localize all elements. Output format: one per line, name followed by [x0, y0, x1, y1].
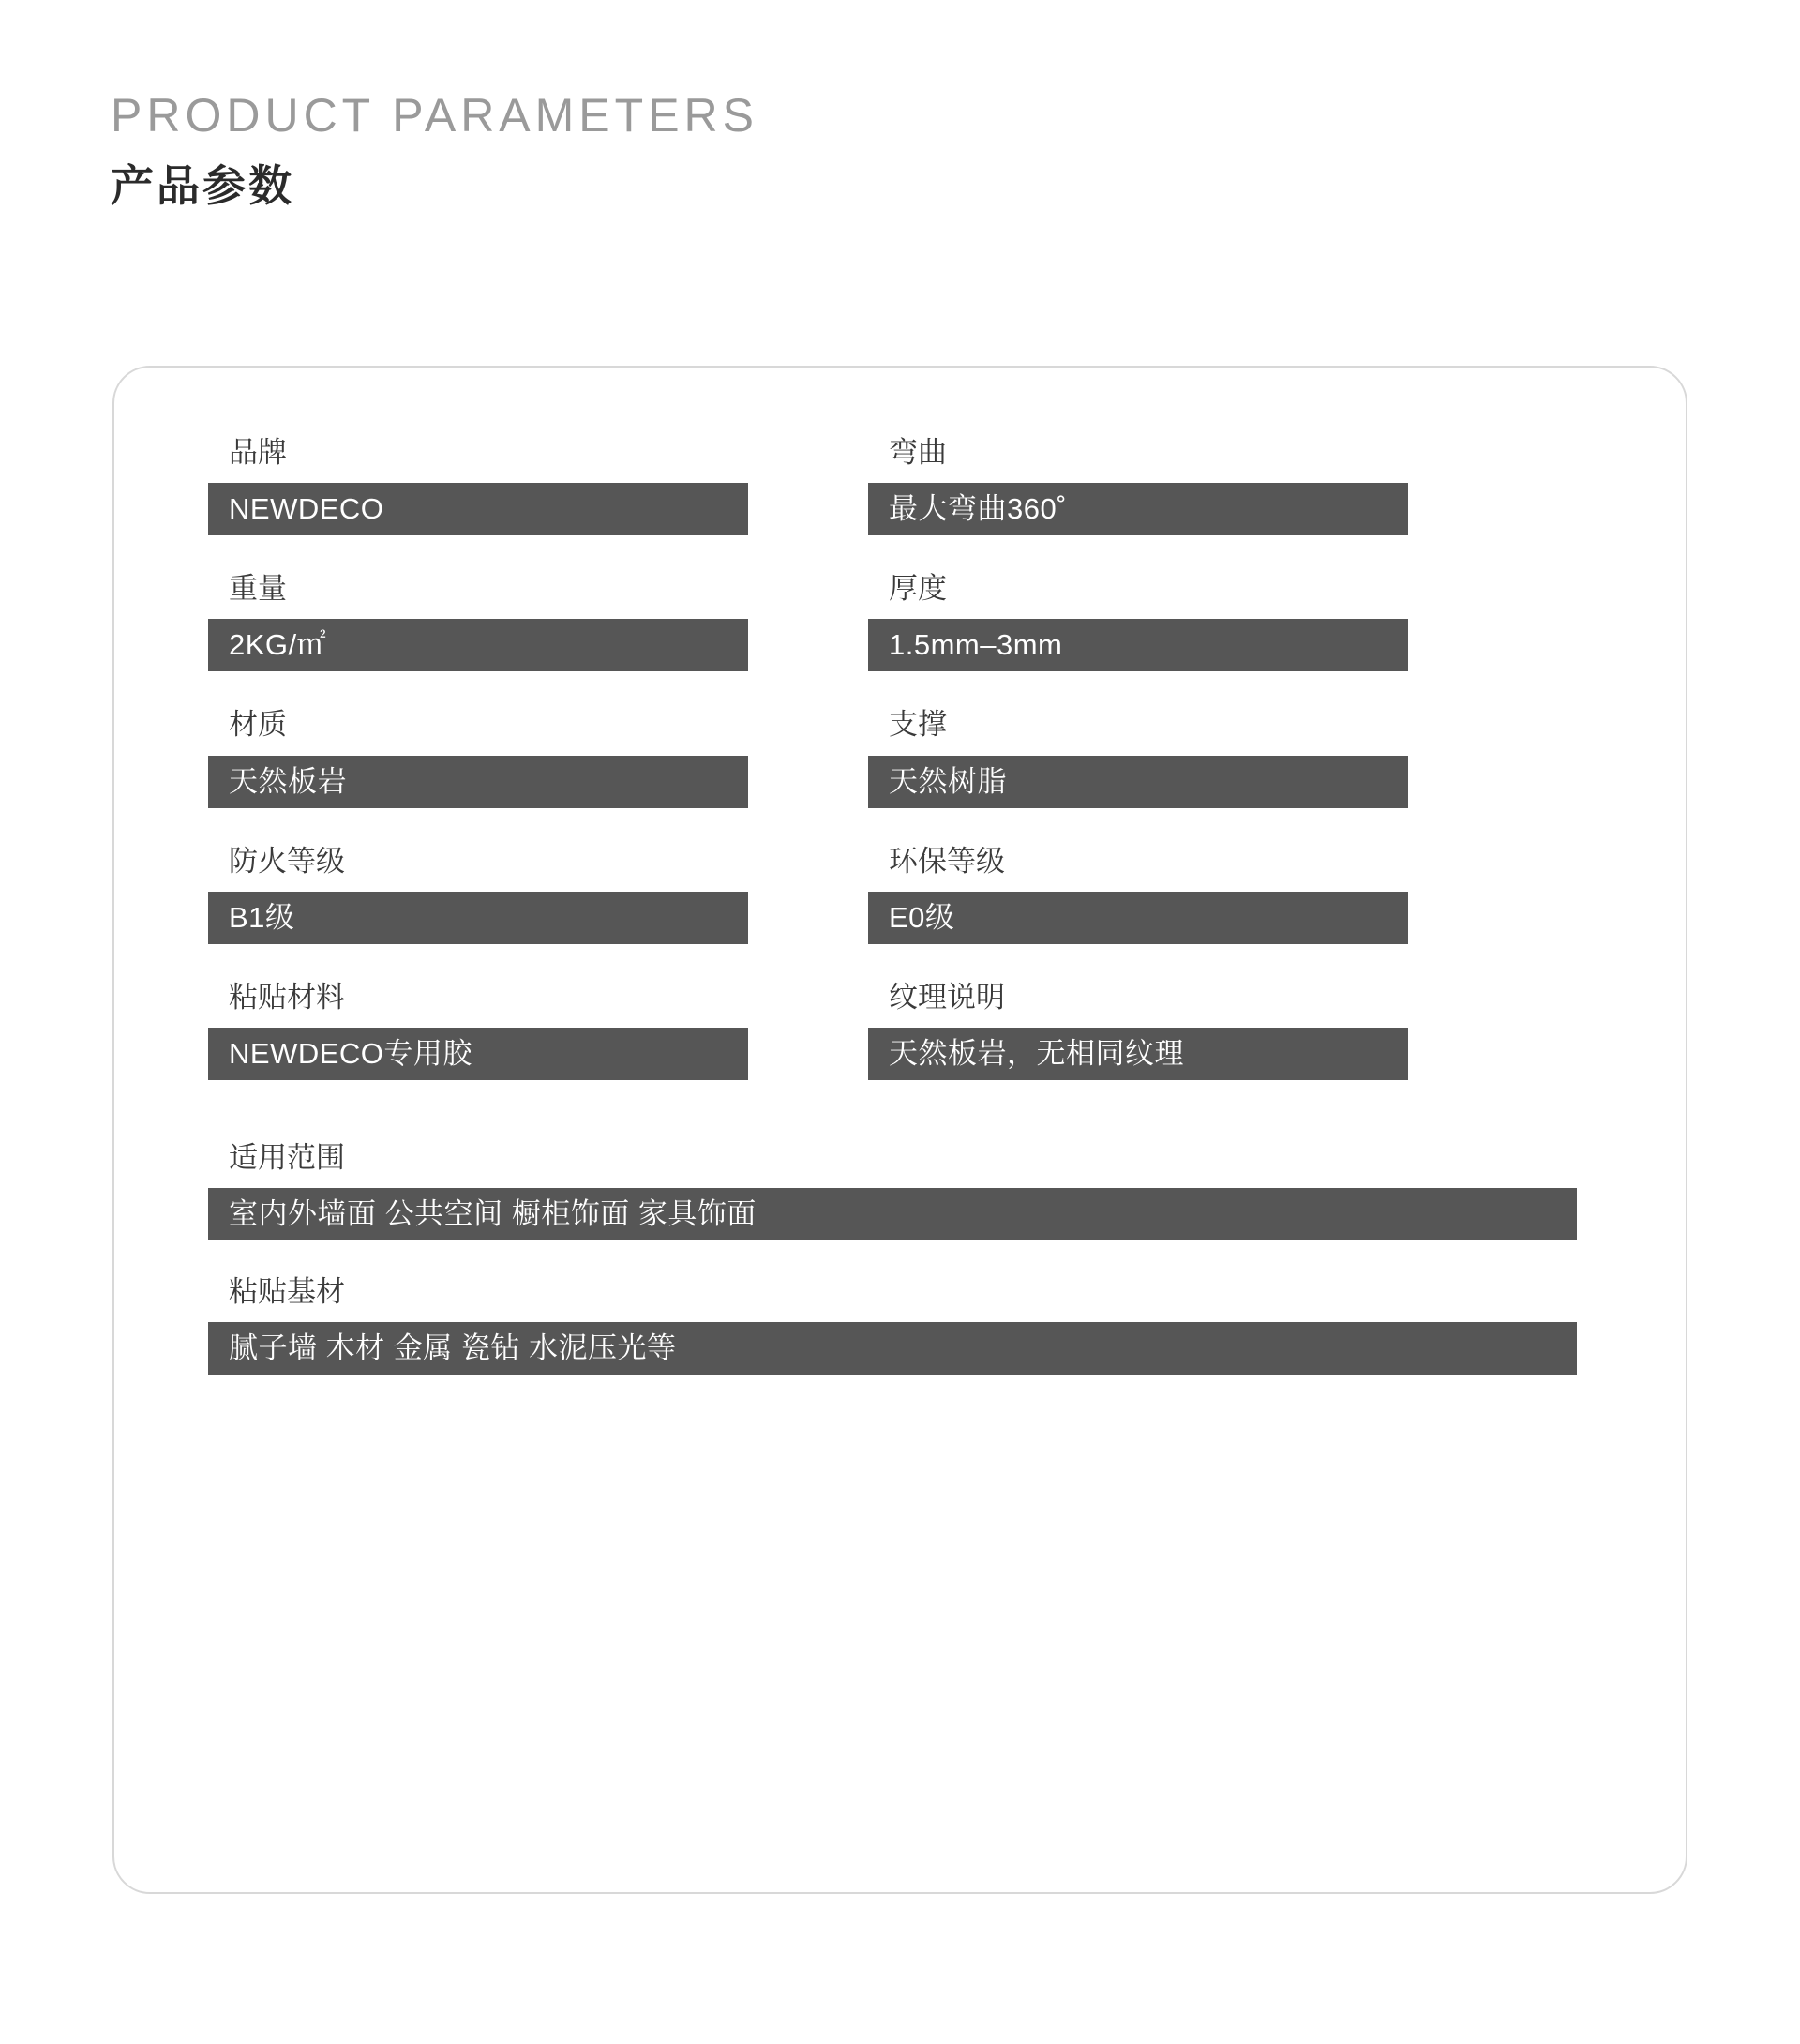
- parameter-label: 粘贴基材: [229, 1275, 345, 1309]
- parameter-value: 室内外墙面 公共空间 橱柜饰面 家具饰面: [208, 1188, 1577, 1240]
- parameter-field-fire-rating: [208, 844, 748, 944]
- parameter-value: 1.5mm–3mm: [868, 619, 1408, 671]
- parameter-field-application-scope: [208, 1140, 1577, 1240]
- parameter-label: 支撑: [889, 708, 947, 742]
- parameter-value: 天然板岩，无相同纹理: [868, 1028, 1408, 1080]
- parameters-grid: [208, 435, 1577, 1408]
- parameter-label: 防火等级: [229, 844, 345, 878]
- parameter-value: 天然树脂: [868, 756, 1408, 808]
- parameter-value: 天然板岩: [208, 756, 748, 808]
- page-title-cn: 产品参数: [111, 161, 294, 210]
- page-title-en: PRODUCT PARAMETERS: [111, 89, 759, 142]
- parameter-field-support: [868, 707, 1408, 807]
- parameter-label: 重量: [229, 572, 287, 606]
- parameter-value: 腻子墙 木材 金属 瓷钻 水泥压光等: [208, 1322, 1577, 1375]
- parameter-label: 弯曲: [889, 436, 947, 469]
- parameter-field-bending: [868, 435, 1408, 535]
- parameter-field-weight: [208, 571, 748, 671]
- parameter-value: 最大弯曲360˚: [868, 483, 1408, 535]
- parameter-label: 适用范围: [229, 1140, 345, 1174]
- parameter-field-substrate: [208, 1274, 1577, 1375]
- parameter-label: 粘贴材料: [229, 980, 345, 1014]
- parameter-value: B1级: [208, 892, 748, 944]
- parameter-value: NEWDECO专用胶: [208, 1028, 748, 1080]
- parameter-field-adhesive: [208, 980, 748, 1080]
- page-header: [111, 90, 758, 210]
- parameter-field-brand: [208, 435, 748, 535]
- parameter-label: 材质: [229, 708, 287, 742]
- parameter-field-thickness: [868, 571, 1408, 671]
- parameter-label: 环保等级: [889, 844, 1005, 878]
- parameters-card: [112, 366, 1688, 1894]
- parameter-label: 纹理说明: [889, 980, 1005, 1014]
- parameter-field-eco-rating: [868, 844, 1408, 944]
- parameter-value: 2KG/㎡: [208, 619, 748, 671]
- parameter-field-texture-note: [868, 980, 1408, 1080]
- parameter-label: 品牌: [229, 436, 287, 469]
- parameter-value: NEWDECO: [208, 483, 748, 535]
- grid-spacer: [208, 1116, 1577, 1140]
- parameter-field-material: [208, 707, 748, 807]
- parameter-value: E0级: [868, 892, 1408, 944]
- parameter-label: 厚度: [889, 572, 947, 606]
